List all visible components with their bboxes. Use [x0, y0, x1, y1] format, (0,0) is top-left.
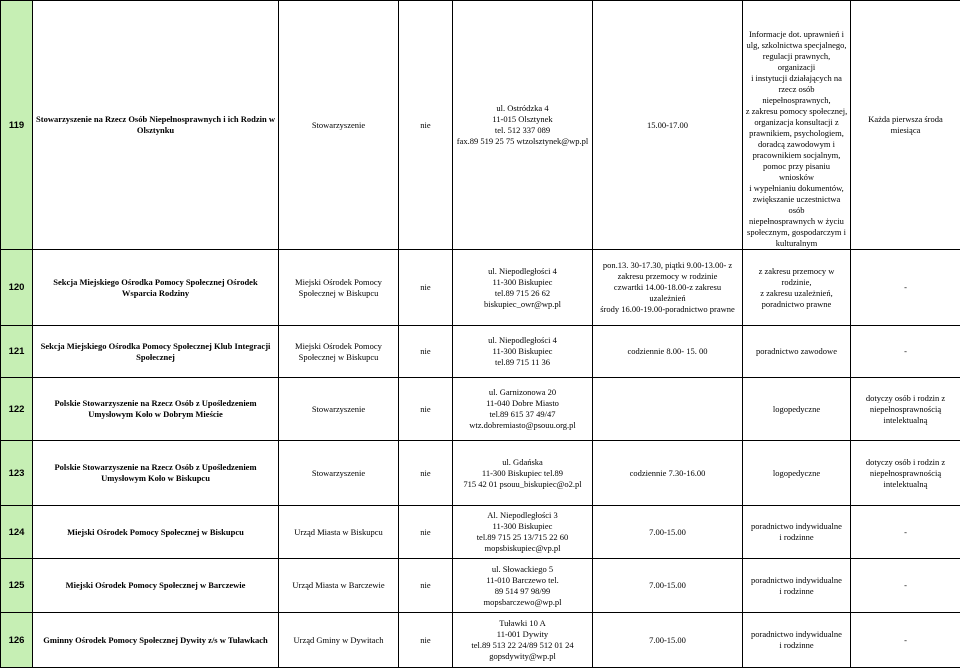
cell-line: prawnikiem, psychologiem, [745, 128, 848, 139]
cell-line: i rodzinne [745, 640, 848, 651]
institution-type-cell [279, 559, 399, 613]
cell-line: logopedyczne [745, 404, 848, 415]
address-cell [453, 506, 593, 559]
cell-line: doradcą zawodowym i [745, 139, 848, 150]
flag-cell: nie [399, 506, 453, 559]
address-cell [453, 326, 593, 378]
cell-line: Stowarzyszenie [281, 468, 396, 479]
cell-line: i rodzinne [745, 586, 848, 597]
cell-line: - [853, 635, 958, 646]
cell-line: 11-300 Biskupiec [455, 346, 590, 357]
services-cell [743, 506, 851, 559]
services-cell [743, 441, 851, 506]
cell-line: - [853, 580, 958, 591]
institution-name-cell [33, 250, 279, 326]
address-cell [453, 441, 593, 506]
cell-line: 7.00-15.00 [595, 527, 740, 538]
cell-line: dotyczy osób i rodzin z [853, 393, 958, 404]
hours-cell [593, 506, 743, 559]
address-cell [453, 250, 593, 326]
cell-line: Polskie Stowarzyszenie na Rzecz Osób z Upośledzeniem [35, 462, 276, 473]
target-group-cell [851, 559, 960, 613]
cell-line: pomoc przy pisaniu wniosków [745, 161, 848, 183]
row-number-cell: 121 [1, 326, 33, 378]
cell-line: Miejski Ośrodek Pomocy [281, 341, 396, 352]
services-cell [743, 613, 851, 668]
cell-line: ul. Garnizonowa 20 [455, 387, 590, 398]
cell-line: Społecznej w Biskupcu [281, 288, 396, 299]
institution-type-cell [279, 378, 399, 441]
cell-line: poradnictwo prawne [745, 299, 848, 310]
institution-name-cell [33, 506, 279, 559]
cell-line: mopsbiskupiec@vp.pl [455, 543, 590, 554]
cell-line: - [853, 346, 958, 357]
cell-line: fax.89 519 25 75 wtzolsztynek@wp.pl [455, 136, 590, 147]
table-row [1, 613, 960, 668]
cell-line: Polskie Stowarzyszenie na Rzecz Osób z Upośledzeniem [35, 398, 276, 409]
table-row [1, 1, 960, 250]
target-group-cell [851, 250, 960, 326]
cell-line: i wypełnianiu dokumentów, [745, 183, 848, 194]
cell-line: 11-300 Biskupiec [455, 277, 590, 288]
cell-line: czwartki 14.00-18.00-z zakresu uzależnień [595, 282, 740, 304]
cell-line: Tuławki 10 A [455, 618, 590, 629]
row-number-cell: 122 [1, 378, 33, 441]
cell-line: biskupiec_owr@wp.pl [455, 299, 590, 310]
institution-name-cell [33, 559, 279, 613]
cell-line: pracownikiem socjalnym, [745, 150, 848, 161]
institution-name-cell [33, 326, 279, 378]
table-row [1, 378, 960, 441]
cell-line: Informacje dot. uprawnień i [745, 29, 848, 40]
cell-line: 11-040 Dobre Miasto [455, 398, 590, 409]
cell-line: zakresu przemocy w rodzinie [595, 271, 740, 282]
institution-type-cell [279, 326, 399, 378]
flag-cell: nie [399, 378, 453, 441]
cell-line: 7.00-15.00 [595, 580, 740, 591]
hours-cell [593, 326, 743, 378]
cell-line: z zakresu przemocy w [745, 266, 848, 277]
cell-line: z zakresu pomocy społecznej, [745, 106, 848, 117]
cell-line: 7.00-15.00 [595, 635, 740, 646]
row-number-cell: 126 [1, 613, 33, 668]
cell-line: ul. Niepodległości 4 [455, 266, 590, 277]
cell-line: 15.00-17.00 [595, 120, 740, 131]
cell-line: z zakresu uzależnień, [745, 288, 848, 299]
cell-line: i instytucji działających na [745, 73, 848, 84]
cell-line: logopedyczne [745, 468, 848, 479]
row-number-cell: 123 [1, 441, 33, 506]
cell-line: 11-010 Barczewo tel. [455, 575, 590, 586]
table-row [1, 250, 960, 326]
hours-cell [593, 1, 743, 250]
cell-line: Stowarzyszenie [281, 404, 396, 415]
cell-line: rzecz osób niepełnosprawnych, [745, 84, 848, 106]
cell-line: Al. Niepodległości 3 [455, 510, 590, 521]
table-body [1, 1, 960, 668]
cell-line: Urząd Miasta w Barczewie [281, 580, 396, 591]
row-number-cell: 120 [1, 250, 33, 326]
institution-name-cell [33, 613, 279, 668]
services-cell [743, 326, 851, 378]
cell-line: środy 16.00-19.00-poradnictwo prawne [595, 304, 740, 315]
cell-line: i rodzinne [745, 532, 848, 543]
table-row [1, 441, 960, 506]
row-number-cell: 119 [1, 1, 33, 250]
row-number-cell: 124 [1, 506, 33, 559]
hours-cell [593, 441, 743, 506]
address-cell [453, 1, 593, 250]
cell-line: rodzinie, [745, 277, 848, 288]
cell-line: Umysłowym Koło w Biskupcu [35, 473, 276, 484]
flag-cell: nie [399, 441, 453, 506]
table-row [1, 326, 960, 378]
cell-line: intelektualną [853, 479, 958, 490]
institution-name-cell [33, 441, 279, 506]
cell-line: tel.89 615 37 49/47 [455, 409, 590, 420]
hours-cell [593, 250, 743, 326]
address-cell [453, 559, 593, 613]
institution-type-cell [279, 506, 399, 559]
cell-line: - [853, 282, 958, 293]
flag-cell: nie [399, 613, 453, 668]
cell-line: Wsparcia Rodziny [35, 288, 276, 299]
cell-line: poradnictwo indywidualne [745, 629, 848, 640]
address-cell [453, 378, 593, 441]
cell-line: Miejski Ośrodek Pomocy [281, 277, 396, 288]
services-cell [743, 250, 851, 326]
table-row [1, 506, 960, 559]
cell-line: mopsbarczewo@wp.pl [455, 597, 590, 608]
cell-line: Każda pierwsza środa miesiąca [853, 114, 958, 136]
institution-name-cell [33, 378, 279, 441]
cell-line: zwiększanie uczestnictwa osób [745, 194, 848, 216]
cell-line: Sekcja Miejskiego Ośrodka Pomocy Społecznej Klub Integracji [35, 341, 276, 352]
row-number-cell: 125 [1, 559, 33, 613]
cell-line: 11-015 Olsztynek [455, 114, 590, 125]
cell-line: tel.89 715 25 13/715 22 60 [455, 532, 590, 543]
target-group-cell [851, 613, 960, 668]
cell-line: Stowarzyszenie [281, 120, 396, 131]
cell-line: Urząd Miasta w Biskupcu [281, 527, 396, 538]
cell-line: kulturalnym [745, 238, 848, 249]
cell-line: pon.13. 30-17.30, piątki 9.00-13.00- z [595, 260, 740, 271]
institution-type-cell [279, 613, 399, 668]
hours-cell [593, 378, 743, 441]
institution-type-cell [279, 1, 399, 250]
cell-line: ul. Niepodległości 4 [455, 335, 590, 346]
cell-line: - [853, 527, 958, 538]
target-group-cell [851, 506, 960, 559]
cell-line: tel.89 715 26 62 [455, 288, 590, 299]
cell-line: ulg, szkolnictwa specjalnego, [745, 40, 848, 51]
cell-line: 715 42 01 psouu_biskupiec@o2.pl [455, 479, 590, 490]
cell-line: codziennie 7.30-16.00 [595, 468, 740, 479]
cell-line: intelektualną [853, 415, 958, 426]
cell-line: Urząd Gminy w Dywitach [281, 635, 396, 646]
cell-line: poradnictwo indywidualne [745, 521, 848, 532]
flag-cell: nie [399, 1, 453, 250]
cell-line: ul. Gdańska [455, 457, 590, 468]
table-row [1, 559, 960, 613]
cell-line: niepełnosprawnością [853, 404, 958, 415]
cell-line: Sekcja Miejskiego Ośrodka Pomocy Społecznej Ośrodek [35, 277, 276, 288]
cell-line: ul. Słowackiego 5 [455, 564, 590, 575]
institution-name-cell [33, 1, 279, 250]
cell-line: poradnictwo indywidualne [745, 575, 848, 586]
cell-line: Miejski Ośrodek Pomocy Społecznej w Biskupcu [35, 527, 276, 538]
cell-line: niepełnosprawnością [853, 468, 958, 479]
cell-line: Społecznej [35, 352, 276, 363]
cell-line: gopsdywity@wp.pl [455, 651, 590, 662]
hours-cell [593, 613, 743, 668]
cell-line: 11-001 Dywity [455, 629, 590, 640]
services-cell [743, 559, 851, 613]
cell-line: Gminny Ośrodek Pomocy Społecznej Dywity z/s w Tuławkach [35, 635, 276, 646]
institution-type-cell [279, 441, 399, 506]
cell-line: Społecznej w Biskupcu [281, 352, 396, 363]
target-group-cell [851, 326, 960, 378]
services-cell [743, 1, 851, 250]
cell-line: Umysłowym Koło w Dobrym Mieście [35, 409, 276, 420]
cell-line: tel.89 715 11 36 [455, 357, 590, 368]
cell-line: niepełnosprawnych w życiu [745, 216, 848, 227]
hours-cell [593, 559, 743, 613]
cell-line: ul. Ostródzka 4 [455, 103, 590, 114]
services-cell [743, 378, 851, 441]
target-group-cell [851, 441, 960, 506]
cell-line: 11-300 Biskupiec tel.89 [455, 468, 590, 479]
target-group-cell [851, 1, 960, 250]
address-cell [453, 613, 593, 668]
institution-type-cell [279, 250, 399, 326]
cell-line: społecznym, gospodarczym i [745, 227, 848, 238]
target-group-cell [851, 378, 960, 441]
cell-line: tel. 512 337 089 [455, 125, 590, 136]
cell-line: organizacja konsultacji z [745, 117, 848, 128]
cell-line: Olsztynku [35, 125, 276, 136]
cell-line: wtz.dobremiasto@psouu.org.pl [455, 420, 590, 431]
cell-line: 11-300 Biskupiec [455, 521, 590, 532]
cell-line: tel.89 513 22 24/89 512 01 24 [455, 640, 590, 651]
cell-line: dotyczy osób i rodzin z [853, 457, 958, 468]
cell-line: Miejski Ośrodek Pomocy Społecznej w Barczewie [35, 580, 276, 591]
cell-line: poradnictwo zawodowe [745, 346, 848, 357]
flag-cell: nie [399, 326, 453, 378]
cell-line: Stowarzyszenie na Rzecz Osób Niepełnosprawnych i ich Rodzin w [35, 114, 276, 125]
cell-line: regulacji prawnych, organizacji [745, 51, 848, 73]
flag-cell: nie [399, 250, 453, 326]
cell-line: codziennie 8.00- 15. 00 [595, 346, 740, 357]
flag-cell: nie [399, 559, 453, 613]
cell-line: 89 514 97 98/99 [455, 586, 590, 597]
